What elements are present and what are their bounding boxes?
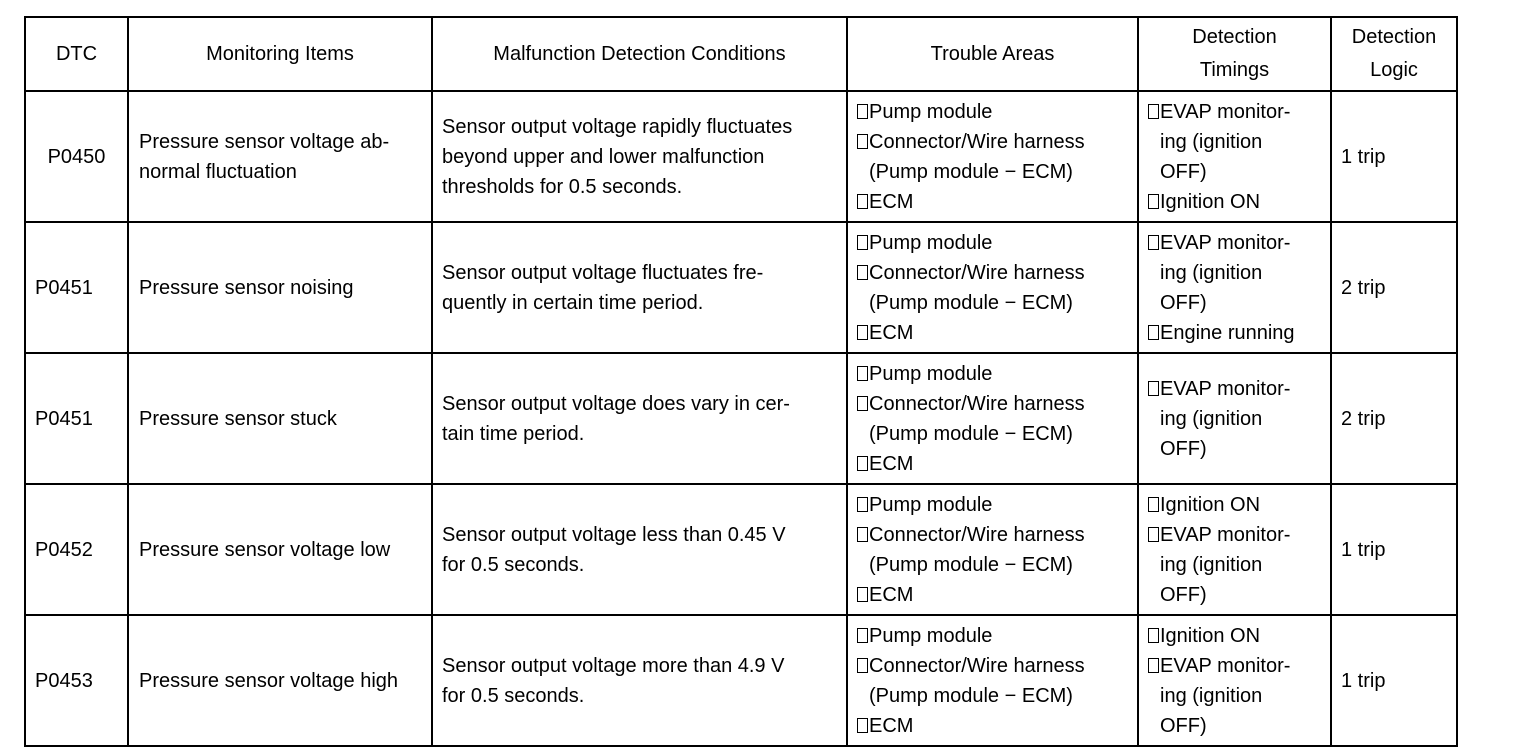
trouble-area-item: Pump module <box>857 359 1128 389</box>
timing-item-continuation: OFF) <box>1160 583 1207 606</box>
checkbox-icon <box>1148 527 1159 542</box>
timing-item-continuation: ing (ignition <box>1160 130 1263 153</box>
trouble-area-item-continuation: (Pump module − ECM) <box>869 422 1073 445</box>
trouble-areas <box>847 222 1138 353</box>
checkbox-icon <box>857 104 868 119</box>
trouble-area-item: ECM <box>857 580 1128 610</box>
trouble-area-item-continuation: (Pump module − ECM) <box>869 553 1073 576</box>
dtc-code: P0450 <box>25 91 128 222</box>
timing-item: EVAP monitor- <box>1148 374 1321 404</box>
checkbox-icon <box>1148 658 1159 673</box>
timing-item-continuation: OFF) <box>1160 160 1207 183</box>
trouble-area-item: Connector/Wire harness <box>857 520 1128 550</box>
detection-logic: 1 trip <box>1331 484 1457 615</box>
checkbox-icon <box>857 658 868 673</box>
checkbox-icon <box>857 134 868 149</box>
trouble-area-item-continuation: (Pump module − ECM) <box>869 160 1073 183</box>
checkbox-icon <box>857 325 868 340</box>
detection-logic: 2 trip <box>1331 353 1457 484</box>
checkbox-icon <box>1148 104 1159 119</box>
checkbox-icon <box>857 235 868 250</box>
trouble-area-item: ECM <box>857 449 1128 479</box>
timing-item: EVAP monitor- <box>1148 651 1321 681</box>
checkbox-icon <box>857 497 868 512</box>
dtc-code: P0451 <box>25 222 128 353</box>
checkbox-icon <box>1148 194 1159 209</box>
trouble-area-item-continuation: (Pump module − ECM) <box>869 684 1073 707</box>
timing-item-continuation: OFF) <box>1160 714 1207 737</box>
timing-item-continuation: ing (ignition <box>1160 407 1263 430</box>
checkbox-icon <box>1148 497 1159 512</box>
detection-condition: Sensor output voltage more than 4.9 V for 0.5 seconds. <box>432 615 847 746</box>
checkbox-icon <box>857 456 868 471</box>
trouble-area-item: ECM <box>857 318 1128 348</box>
detection-logic: 1 trip <box>1331 91 1457 222</box>
table-row <box>25 91 1457 222</box>
header-detection-timings: Detection Timings <box>1138 17 1331 91</box>
trouble-area-item: ECM <box>857 711 1128 741</box>
trouble-area-item: ECM <box>857 187 1128 217</box>
timing-item: Engine running <box>1148 318 1321 348</box>
table-row <box>25 484 1457 615</box>
trouble-area-item: Pump module <box>857 97 1128 127</box>
timing-item-continuation: OFF) <box>1160 437 1207 460</box>
detection-timings <box>1138 484 1331 615</box>
timing-item: EVAP monitor- <box>1148 520 1321 550</box>
checkbox-icon <box>857 366 868 381</box>
trouble-area-item: Connector/Wire harness <box>857 127 1128 157</box>
detection-timings <box>1138 91 1331 222</box>
detection-condition: Sensor output voltage less than 0.45 V for 0.5 seconds. <box>432 484 847 615</box>
detection-condition: Sensor output voltage does vary in cer- tain time period. <box>432 353 847 484</box>
trouble-areas <box>847 484 1138 615</box>
detection-condition: Sensor output voltage fluctuates fre- quently in certain time period. <box>432 222 847 353</box>
timing-item: Ignition ON <box>1148 621 1321 651</box>
detection-logic: 2 trip <box>1331 222 1457 353</box>
trouble-area-item: Connector/Wire harness <box>857 389 1128 419</box>
trouble-areas <box>847 353 1138 484</box>
header-conditions: Malfunction Detection Conditions <box>432 17 847 91</box>
checkbox-icon <box>1148 235 1159 250</box>
table-row <box>25 615 1457 746</box>
trouble-area-item: Connector/Wire harness <box>857 258 1128 288</box>
trouble-area-item: Pump module <box>857 228 1128 258</box>
timing-item: EVAP monitor- <box>1148 97 1321 127</box>
dtc-code: P0451 <box>25 353 128 484</box>
checkbox-icon <box>857 718 868 733</box>
trouble-area-item: Pump module <box>857 621 1128 651</box>
trouble-area-item-continuation: (Pump module − ECM) <box>869 291 1073 314</box>
dtc-table <box>24 16 1458 747</box>
trouble-areas <box>847 615 1138 746</box>
checkbox-icon <box>857 396 868 411</box>
timing-item-continuation: OFF) <box>1160 291 1207 314</box>
timing-item: EVAP monitor- <box>1148 228 1321 258</box>
timing-item-continuation: ing (ignition <box>1160 684 1263 707</box>
header-row <box>25 17 1457 91</box>
monitoring-item: Pressure sensor voltage ab- normal fluctuation <box>128 91 432 222</box>
table-row <box>25 222 1457 353</box>
checkbox-icon <box>1148 325 1159 340</box>
checkbox-icon <box>857 194 868 209</box>
detection-timings <box>1138 353 1331 484</box>
header-trouble-areas: Trouble Areas <box>847 17 1138 91</box>
trouble-areas <box>847 91 1138 222</box>
checkbox-icon <box>857 587 868 602</box>
detection-timings <box>1138 615 1331 746</box>
detection-condition: Sensor output voltage rapidly fluctuates beyond upper and lower malfunction thresholds for 0.5 seconds. <box>432 91 847 222</box>
timing-item-continuation: ing (ignition <box>1160 261 1263 284</box>
checkbox-icon <box>857 265 868 280</box>
dtc-code: P0453 <box>25 615 128 746</box>
monitoring-item: Pressure sensor stuck <box>128 353 432 484</box>
trouble-area-item: Connector/Wire harness <box>857 651 1128 681</box>
table-row <box>25 353 1457 484</box>
timing-item: Ignition ON <box>1148 490 1321 520</box>
detection-logic: 1 trip <box>1331 615 1457 746</box>
header-detection-logic: Detection Logic <box>1331 17 1457 91</box>
monitoring-item: Pressure sensor voltage high <box>128 615 432 746</box>
monitoring-item: Pressure sensor noising <box>128 222 432 353</box>
timing-item: Ignition ON <box>1148 187 1321 217</box>
checkbox-icon <box>857 527 868 542</box>
header-dtc: DTC <box>25 17 128 91</box>
timing-item-continuation: ing (ignition <box>1160 553 1263 576</box>
detection-timings <box>1138 222 1331 353</box>
header-monitoring-items: Monitoring Items <box>128 17 432 91</box>
checkbox-icon <box>1148 628 1159 643</box>
dtc-code: P0452 <box>25 484 128 615</box>
checkbox-icon <box>857 628 868 643</box>
checkbox-icon <box>1148 381 1159 396</box>
monitoring-item: Pressure sensor voltage low <box>128 484 432 615</box>
trouble-area-item: Pump module <box>857 490 1128 520</box>
